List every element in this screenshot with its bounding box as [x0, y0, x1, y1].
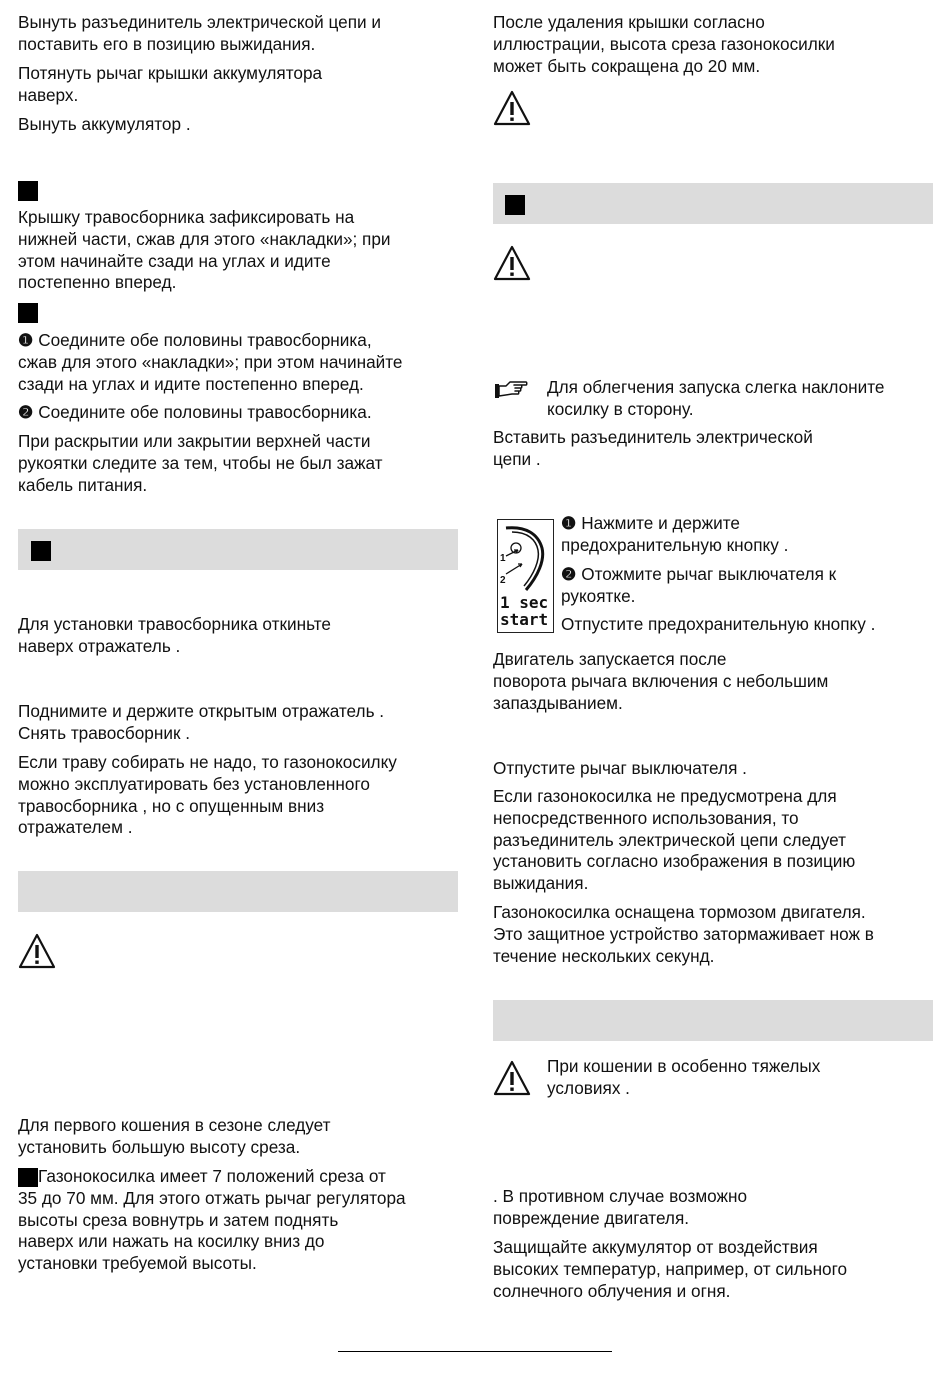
warning-icon — [493, 1060, 531, 1096]
step-text: Нажмите и держите предохранительную кнопку . — [561, 513, 789, 555]
figure-number-2: 2 — [500, 575, 506, 586]
paragraph-heavy-conditions: При кошении в особенно тяжелых условиях . — [547, 1056, 821, 1098]
figure-marker-square — [505, 195, 525, 215]
paragraph-insert-disconnect: Вставить разъединитель электрической цепи . — [493, 427, 813, 469]
section-header-band — [18, 871, 458, 912]
step-text: Соедините обе половины травосборника. — [33, 402, 372, 422]
paragraph-first-mowing: Для первого кошения в сезоне следует установить большую высоту среза. — [18, 1115, 331, 1157]
pointing-hand-icon — [494, 380, 528, 400]
step-text: Соедините обе половины травосборника, сжав для этого «накладки»; при этом начинайте сзади на углах и идите постепенно вперед. — [18, 330, 403, 394]
paragraph-cable-warning: При раскрытии или закрытии верхней части рукоятки следите за тем, чтобы не был зажат кабель питания. — [18, 431, 383, 495]
step-number-2: ❷ — [561, 564, 577, 584]
section-header-band — [493, 1000, 933, 1041]
paragraph-release-safety: Отпустите предохранительную кнопку . — [561, 614, 876, 634]
start-figure — [497, 519, 554, 633]
figure-number-1: 1 — [500, 553, 506, 564]
figure-marker-square — [31, 541, 51, 561]
paragraph-step-2 — [18, 402, 372, 424]
paragraph-cut-height: Газонокосилка имеет 7 положений среза от 35 до 70 мм. Для этого отжать рычаг регулятора высоты среза вовнутрь и затем поднять наверх или нажать на косилку вниз до установки требуемой высоты. — [18, 1166, 406, 1274]
figure-marker-square — [18, 303, 38, 323]
tip-tilt-mower: Для облегчения запуска слегка наклоните косилку в сторону. — [547, 377, 885, 419]
paragraph-remove-battery: Вынуть аккумулятор . — [18, 114, 191, 134]
paragraph-disconnect-switch: Вынуть разъединитель электрической цепи и поставить его в позицию выжидания. — [18, 12, 381, 54]
paragraph-motor-start: Двигатель запускается после поворота рычага включения с небольшим запаздыванием. — [493, 649, 829, 713]
paragraph-battery-lever: Потянуть рычаг крышки аккумулятора наверх. — [18, 63, 323, 105]
warning-icon — [18, 933, 56, 969]
warning-icon — [493, 90, 531, 126]
step-number-2: ❷ — [18, 402, 34, 422]
paragraph-cover-fix: Крышку травосборника зафиксировать на нижней части, сжав для этого «накладки»; при этом начинайте сзади на углах и идите постепенно вперед. — [18, 207, 391, 293]
paragraph-release-lever: Отпустите рычаг выключателя . — [493, 758, 747, 778]
paragraph-remove-collector: Поднимите и держите открытым отражатель . Снять травосборник . — [18, 701, 385, 743]
paragraph-engine-damage: . В противном случае возможно повреждение двигателя. — [493, 1186, 748, 1228]
step-text: Отожмите рычаг выключателя к рукоятке. — [561, 564, 837, 606]
paragraph-standby: Если газонокосилка не предусмотрена для непосредственного использования, то разъединитель электрической цепи следует установить согласно изображения в позицию выжидания. — [493, 786, 856, 894]
section-header-band — [18, 529, 458, 570]
figure-marker-square — [18, 181, 38, 201]
footer-rule — [338, 1351, 612, 1352]
paragraph-protect-battery: Защищайте аккумулятор от воздействия высоких температур, например, от сильного солнечного облучения и огня. — [493, 1237, 848, 1301]
paragraph-step-1 — [18, 330, 403, 395]
step-number-1: ❶ — [561, 513, 577, 533]
step-number-1: ❶ — [18, 330, 34, 350]
paragraph-start-step-2 — [561, 564, 836, 608]
figure-label-1sec: 1 sec — [500, 593, 549, 612]
paragraph-start-step-1 — [561, 513, 788, 557]
paragraph-cut-height-reduce: После удаления крышки согласно иллюстрации, высота среза газонокосилки может быть сокращена до 20 мм. — [493, 12, 835, 76]
figure-label-start: start — [500, 610, 549, 629]
paragraph-motor-brake: Газонокосилка оснащена тормозом двигателя. Это защитное устройство затормаживает нож в течение нескольких секунд. — [493, 902, 874, 966]
section-header-band — [493, 183, 933, 224]
paragraph-no-collector: Если траву собирать не надо, то газонокосилку можно эксплуатировать без установленного травосборника , но с опущенным вниз отражателем . — [18, 752, 397, 838]
paragraph-install-collector: Для установки травосборника откиньте наверх отражатель . — [18, 614, 331, 656]
handle-diagram-icon — [498, 520, 553, 596]
warning-icon — [493, 245, 531, 281]
